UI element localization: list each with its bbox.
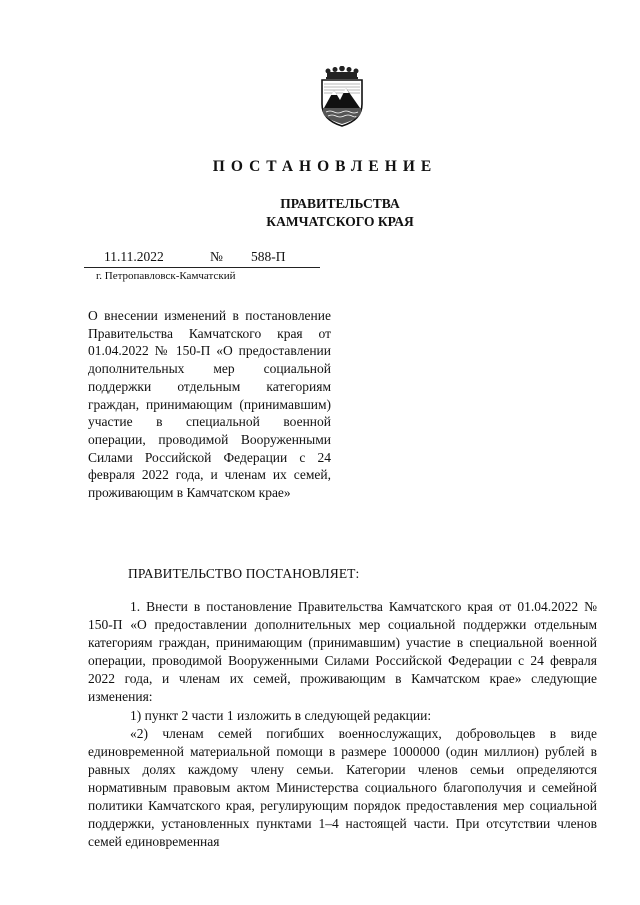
document-body (88, 598, 597, 851)
date-number-underline (84, 267, 320, 268)
body-paragraph-2: 1) пункт 2 части 1 изложить в следующей редакции: (130, 707, 432, 723)
document-date: 11.11.2022 (104, 249, 164, 264)
number-sign: № (210, 249, 223, 264)
body-paragraph-1: 1. Внести в постановление Правительства Камчатского края от 01.04.2022 № 150-П «О предоставлении дополнительных мер социальной поддержки отдельным категориям граждан, принимающим (принимавшим) участие в специальной военной операции, проводимой Вооруженными Силами Российской Федерации с 24 февраля 2022 года, и членам их семей, проживающим в Камчатском крае» следующие изменения: (88, 599, 597, 705)
issuing-authority-line-1: ПРАВИТЕЛЬСТВА (280, 196, 400, 211)
issuing-authority-line-2: КАМЧАТСКОГО КРАЯ (266, 214, 414, 229)
document-subject: О внесении изменений в постановление Правительства Камчатского края от 01.04.2022 № 150-П «О предоставлении дополнительных мер социальной поддержки отдельным категориям граждан, принимающим (принимавшим) участие в специальной военной операции, проводимой Вооруженными Силами Российской Федерации с 24 февраля 2022 года, и членам их семей, проживающим в Камчатском крае» (88, 308, 331, 501)
issuing-authority (0, 195, 640, 231)
document-title: ПОСТАНОВЛЕНИЕ (212, 158, 438, 175)
kamchatka-coat-of-arms-emblem (318, 66, 366, 128)
resolution-heading: ПРАВИТЕЛЬСТВО ПОСТАНОВЛЯЕТ: (128, 566, 360, 581)
issue-city: г. Петропавловск-Камчатский (96, 270, 236, 282)
body-paragraph-3: «2) членам семей погибших военнослужащих, добровольцев в виде единовременной материальной помощи в размере 1000000 (один миллион) рублей в равных долях каждому члену семьи. Категории членов семьи определяются нормативным правовым актом Министерства социального благополучия и семейной политики Камчатского края, регулирующим порядок предоставления мер социальной поддержки, установленных пунктами 1–4 настоящей части. При отсутствии членов семей единовременная (88, 725, 597, 850)
document-number: 588-П (251, 249, 286, 264)
